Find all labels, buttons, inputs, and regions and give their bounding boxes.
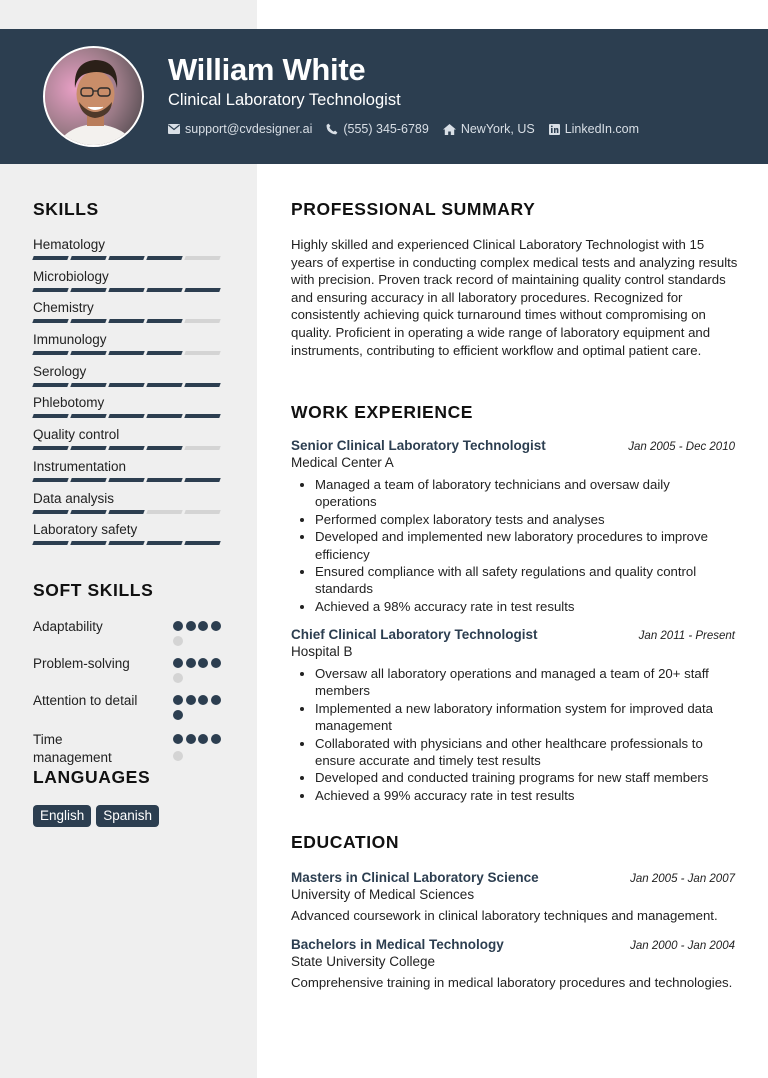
candidate-name: William White bbox=[168, 52, 366, 87]
soft-skill-rating bbox=[173, 658, 233, 688]
job-bullets bbox=[291, 665, 735, 804]
work-heading: WORK EXPERIENCE bbox=[291, 402, 474, 422]
skill-level-segment bbox=[146, 478, 182, 482]
job-bullet: • Achieved a 98% accuracy rate in test results bbox=[315, 598, 735, 615]
contact-linkedin[interactable] bbox=[549, 122, 639, 136]
skill-name: Hematology bbox=[33, 237, 106, 252]
avatar bbox=[43, 46, 144, 147]
job-bullet: • Implemented a new laboratory information system for improved data management bbox=[315, 700, 735, 735]
skill-level-bar bbox=[33, 414, 223, 418]
skill-level-segment bbox=[32, 541, 68, 545]
skill-level-bar bbox=[33, 383, 223, 387]
job-entry bbox=[291, 627, 735, 804]
rating-dot bbox=[186, 621, 196, 631]
rating-dot bbox=[186, 734, 196, 744]
rating-dot bbox=[211, 695, 221, 705]
skill-level-segment bbox=[184, 319, 220, 323]
skill-level-bar bbox=[33, 288, 223, 292]
summary-heading: PROFESSIONAL SUMMARY bbox=[291, 199, 536, 219]
job-bullet: • Developed and conducted training programs for new staff members bbox=[315, 769, 735, 786]
rating-dot bbox=[198, 658, 208, 668]
soft-skill-rating bbox=[173, 621, 233, 651]
summary-text: Highly skilled and experienced Clinical Laboratory Technologist with 15 years of expertise in conducting complex medical tests and analyzing results with precision. Proven track record of maintaining quality control standards and ensuring accuracy in all laboratory procedures. Recognized for consistently achieving quick turnaround times without compromising on quality. Proficient in operating a wide range of laboratory equipment and instruments, contributing to efficient workflow and optimal patient care. bbox=[291, 237, 738, 358]
soft-skill-rating bbox=[173, 734, 233, 767]
job-organization: Hospital B bbox=[291, 644, 353, 659]
skill-name: Instrumentation bbox=[33, 458, 127, 474]
job-entry bbox=[291, 438, 735, 615]
skill-level-segment bbox=[108, 510, 144, 514]
education-description: Comprehensive training in medical laboratory procedures and technologies. bbox=[291, 975, 733, 990]
job-bullet: • Performed complex laboratory tests and analyses bbox=[315, 511, 735, 528]
skill-level-segment bbox=[184, 288, 220, 292]
skill-name: Laboratory safety bbox=[33, 522, 138, 538]
language-tag: English bbox=[33, 805, 91, 827]
soft-skill-item bbox=[33, 655, 233, 688]
rating-dot bbox=[173, 734, 183, 744]
soft-skill-name: Adaptability bbox=[33, 619, 103, 634]
skill-level-bar bbox=[33, 319, 223, 323]
languages-heading: LANGUAGES bbox=[33, 767, 151, 787]
rating-dot bbox=[211, 658, 221, 668]
education-date: Jan 2005 - Jan 2007 bbox=[630, 873, 735, 885]
skill-name: Serology bbox=[33, 363, 87, 379]
skill-item bbox=[33, 268, 223, 300]
skill-level-segment bbox=[70, 256, 106, 260]
language-tag: Spanish bbox=[96, 805, 159, 827]
skill-level-segment bbox=[184, 446, 220, 450]
skill-name: Immunology bbox=[33, 332, 107, 348]
soft-skill-item bbox=[33, 618, 233, 651]
contact-email-text: support@cvdesigner.ai bbox=[185, 122, 313, 136]
skill-item bbox=[33, 363, 223, 395]
skill-level-segment bbox=[108, 288, 144, 292]
skill-level-segment bbox=[70, 319, 106, 323]
skill-level-segment bbox=[146, 541, 182, 545]
skill-level-segment bbox=[32, 414, 68, 418]
skill-level-segment bbox=[70, 288, 106, 292]
skill-level-segment bbox=[184, 383, 220, 387]
rating-dot bbox=[173, 673, 183, 683]
school-name: State University College bbox=[291, 954, 436, 969]
job-organization: Medical Center A bbox=[291, 455, 394, 470]
skill-item bbox=[33, 331, 223, 363]
skill-level-segment bbox=[108, 414, 144, 418]
skill-level-segment bbox=[70, 414, 106, 418]
contact-location-text: NewYork, US bbox=[460, 122, 535, 136]
soft-skill-item bbox=[33, 692, 233, 725]
skill-level-segment bbox=[146, 414, 182, 418]
skill-name: Microbiology bbox=[33, 268, 109, 284]
skill-level-segment bbox=[184, 414, 220, 418]
home-icon bbox=[443, 124, 456, 135]
job-bullet: • Collaborated with physicians and other healthcare professionals to ensure accurate and timely test results bbox=[315, 735, 735, 770]
skill-level-segment bbox=[108, 478, 144, 482]
languages-list bbox=[33, 805, 164, 827]
skill-level-segment bbox=[32, 288, 68, 292]
phone-icon bbox=[326, 123, 338, 135]
skill-item bbox=[33, 426, 223, 458]
skill-item bbox=[33, 490, 223, 522]
skill-level-segment bbox=[32, 319, 68, 323]
job-bullet: • Oversaw all laboratory operations and managed a team of 20+ staff members bbox=[315, 665, 735, 700]
skill-name: Chemistry bbox=[33, 300, 94, 316]
soft-skills-list bbox=[33, 618, 233, 773]
skill-level-segment bbox=[184, 256, 220, 260]
skill-level-bar bbox=[33, 510, 223, 514]
candidate-title: Clinical Laboratory Technologist bbox=[168, 91, 401, 109]
skill-level-segment bbox=[146, 510, 182, 514]
contact-phone-text: (555) 345-6789 bbox=[343, 122, 429, 136]
skill-level-segment bbox=[146, 319, 182, 323]
rating-dot bbox=[173, 751, 183, 761]
rating-dot bbox=[173, 658, 183, 668]
skill-level-segment bbox=[70, 383, 106, 387]
skill-level-segment bbox=[146, 288, 182, 292]
job-date: Jan 2005 - Dec 2010 bbox=[628, 441, 735, 453]
skill-name: Quality control bbox=[33, 427, 120, 443]
job-bullet: • Developed and implemented new laboratory procedures to improve efficiency bbox=[315, 528, 735, 563]
skill-level-segment bbox=[146, 383, 182, 387]
skill-name: Phlebotomy bbox=[33, 395, 105, 411]
skill-item bbox=[33, 521, 223, 553]
rating-dot bbox=[198, 621, 208, 631]
skill-item bbox=[33, 299, 223, 331]
skills-list bbox=[33, 236, 223, 553]
skill-level-segment bbox=[108, 256, 144, 260]
skill-name: Data analysis bbox=[33, 490, 115, 506]
contact-list bbox=[168, 122, 653, 136]
skill-level-segment bbox=[32, 256, 68, 260]
rating-dot bbox=[173, 636, 183, 646]
contact-phone[interactable] bbox=[326, 122, 428, 136]
soft-skill-name: Problem-solving bbox=[33, 656, 130, 671]
skill-level-segment bbox=[70, 478, 106, 482]
skill-level-segment bbox=[32, 446, 68, 450]
job-date: Jan 2011 - Present bbox=[638, 630, 735, 642]
skill-level-segment bbox=[108, 351, 144, 355]
education-heading: EDUCATION bbox=[291, 832, 400, 852]
job-title: Senior Clinical Laboratory Technologist bbox=[291, 438, 546, 453]
skill-level-segment bbox=[108, 541, 144, 545]
rating-dot bbox=[198, 734, 208, 744]
skill-level-segment bbox=[184, 351, 220, 355]
skill-level-segment bbox=[32, 351, 68, 355]
degree-title: Bachelors in Medical Technology bbox=[291, 937, 504, 952]
skill-level-bar bbox=[33, 256, 223, 260]
skill-level-segment bbox=[146, 256, 182, 260]
skill-level-segment bbox=[184, 541, 220, 545]
education-description: Advanced coursework in clinical laboratory techniques and management. bbox=[291, 908, 718, 923]
skill-level-segment bbox=[184, 510, 220, 514]
skill-level-segment bbox=[70, 541, 106, 545]
rating-dot bbox=[198, 695, 208, 705]
skill-level-bar bbox=[33, 541, 223, 545]
job-title: Chief Clinical Laboratory Technologist bbox=[291, 627, 538, 642]
skill-item bbox=[33, 394, 223, 426]
soft-skill-name: Time management bbox=[33, 732, 112, 765]
skill-level-segment bbox=[32, 478, 68, 482]
skill-level-segment bbox=[108, 383, 144, 387]
soft-skills-heading: SOFT SKILLS bbox=[33, 580, 154, 600]
job-bullets bbox=[291, 476, 735, 615]
skill-item bbox=[33, 458, 223, 490]
job-bullet: • Managed a team of laboratory technicians and oversaw daily operations bbox=[315, 476, 735, 511]
school-name: University of Medical Sciences bbox=[291, 887, 475, 902]
degree-title: Masters in Clinical Laboratory Science bbox=[291, 870, 539, 885]
rating-dot bbox=[173, 695, 183, 705]
education-entry bbox=[291, 937, 735, 991]
soft-skill-item bbox=[33, 731, 233, 767]
skill-item bbox=[33, 236, 223, 268]
education-date: Jan 2000 - Jan 2004 bbox=[630, 940, 735, 952]
skill-level-segment bbox=[70, 510, 106, 514]
rating-dot bbox=[173, 621, 183, 631]
contact-linkedin-text: LinkedIn.com bbox=[564, 122, 640, 136]
rating-dot bbox=[186, 658, 196, 668]
contact-email[interactable] bbox=[168, 122, 312, 136]
skill-level-segment bbox=[70, 446, 106, 450]
skill-level-bar bbox=[33, 478, 223, 482]
skill-level-segment bbox=[108, 446, 144, 450]
skills-heading: SKILLS bbox=[33, 199, 99, 219]
job-bullet: • Ensured compliance with all safety regulations and quality control standards bbox=[315, 563, 735, 598]
linkedin-icon bbox=[549, 124, 560, 135]
skill-level-segment bbox=[32, 383, 68, 387]
job-bullet: • Achieved a 99% accuracy rate in test results bbox=[315, 787, 735, 804]
soft-skill-rating bbox=[173, 695, 233, 725]
profile-photo bbox=[45, 48, 144, 147]
rating-dot bbox=[211, 621, 221, 631]
skill-level-segment bbox=[108, 319, 144, 323]
skill-level-segment bbox=[146, 446, 182, 450]
skill-level-segment bbox=[146, 351, 182, 355]
skill-level-bar bbox=[33, 446, 223, 450]
skill-level-bar bbox=[33, 351, 223, 355]
rating-dot bbox=[186, 695, 196, 705]
rating-dot bbox=[211, 734, 221, 744]
education-entry bbox=[291, 870, 735, 924]
skill-level-segment bbox=[32, 510, 68, 514]
contact-location bbox=[443, 122, 535, 136]
skill-level-segment bbox=[184, 478, 220, 482]
soft-skill-name: Attention to detail bbox=[33, 693, 138, 708]
skill-level-segment bbox=[70, 351, 106, 355]
rating-dot bbox=[173, 710, 183, 720]
envelope-icon bbox=[168, 124, 180, 134]
